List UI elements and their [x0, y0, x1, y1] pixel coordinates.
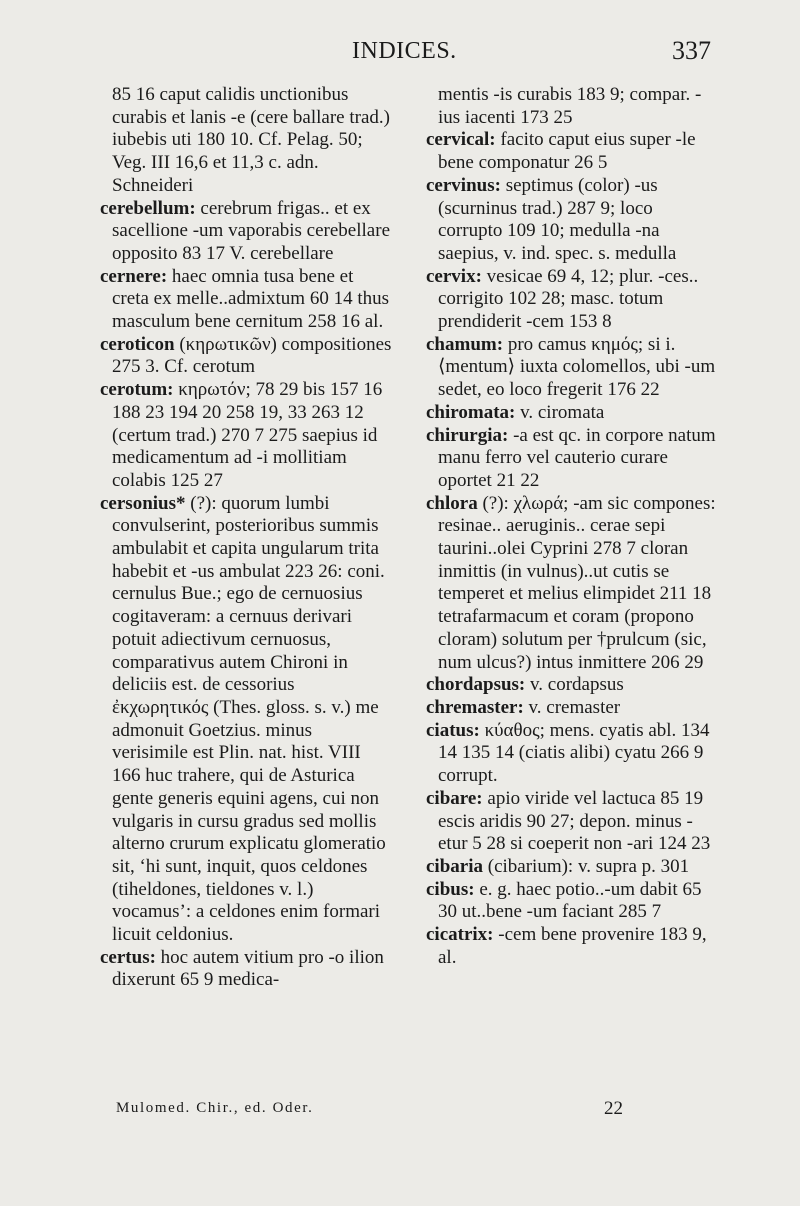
- entry-text: (κηρωτικῶν) compositiones 275 3. Cf. cerotum: [112, 333, 392, 378]
- entry-text: 85 16 caput calidis unctionibus curabis et lanis -e (cere ballare trad.) iubebis uti 180 10. Cf. Pelag. 50; Veg. III 16,6 et 11,3 c. adn. Schneideri: [112, 84, 390, 196]
- entry-headword: chordapsus:: [426, 674, 526, 696]
- entry-text: κύαθος; mens. cyatis abl. 134 14 135 14 (ciatis alibi) cyatu 266 9 corrupt.: [438, 719, 710, 787]
- entry-text: (?): χλωρά; -am sic compones: resinae.. aeruginis.. cerae sepi taurini..olei Cyprini 278 7 cloran inmittis (in vulnus)..ut cutis se temperet et melius elimpidet 211 18 tetrafarmacum et coram (propono cloram) solutum per †prulcum (sic, num ulcus?) intus inmittere 206 29: [438, 492, 716, 673]
- entry-headword: chiromata:: [426, 401, 516, 423]
- entry-text: cerebrum frigas.. et ex sacellione -um vaporabis cerebellare opposito 83 17 V. cerebellare: [112, 197, 390, 264]
- index-entry: [426, 879, 718, 924]
- index-entry: [100, 266, 392, 334]
- entry-headword: cervical:: [426, 129, 496, 151]
- entry-headword: cicatrix:: [426, 924, 494, 946]
- index-entry: [426, 402, 718, 425]
- entry-headword: ceroticon: [100, 333, 175, 355]
- entry-text: (?): quorum lumbi convulserint, posterioribus summis ambulabit et capita ungularum trita habebit et -us ambulat 223 26: coni. cernulus Bue.; ego de cernuosius cogitaveram: a cernuus derivari potuit adiectivum cernuosus, comparativus autem Chironi in deliciis est. de cessorius ἐκχωρητικός (Thes. gloss. s. v.) me admonuit Goetzius. minus verisimile est Plin. nat. hist. VIII 166 huc trahere, qui de Asturica gente generis equini agens, cui non vulgaris in cursu gradus sed mollis alterno crurum explicatu glomeratio sit, ‘hi sunt, inquit, quos celdones (tiheldones, tieldones v. l.) vocamus’: a celdones enim formari licuit celdonius.: [112, 492, 386, 946]
- index-entry: [426, 493, 718, 675]
- entry-headword: cibare:: [426, 787, 483, 809]
- index-entry: [426, 856, 718, 879]
- entry-text: -cem bene provenire 183 9, al.: [438, 924, 707, 968]
- entry-headword: cerebellum:: [100, 197, 196, 219]
- page-number: 337: [672, 36, 711, 65]
- left-column: [100, 84, 392, 992]
- index-entry: [426, 674, 718, 697]
- entry-headword: cernere:: [100, 265, 168, 287]
- entry-text: v. cordapsus: [530, 674, 624, 696]
- entry-text: (cibarium): v. supra p. 301: [487, 855, 690, 877]
- entry-text: apio viride vel lactuca 85 19 escis aridis 90 27; depon. minus -etur 5 28 si coeperit non -ari 124 23: [438, 787, 711, 855]
- page-header: [0, 34, 800, 74]
- entry-headword: cervix:: [426, 265, 482, 287]
- right-column: [426, 84, 718, 969]
- entry-text: facito caput eius super -le bene componatur 26 5: [438, 129, 696, 174]
- entry-headword: cersonius*: [100, 492, 186, 514]
- index-entry: [100, 334, 392, 379]
- entry-headword: chremaster:: [426, 696, 524, 718]
- signature-mark: 22: [604, 1098, 623, 1119]
- continued-entry: [426, 84, 718, 129]
- entry-text: -a est qc. in corpore natum manu ferro vel cauterio curare oportet 21 22: [438, 424, 716, 491]
- entry-headword: cibus:: [426, 878, 475, 900]
- index-entry: [100, 379, 392, 493]
- footer-credit: Mulomed. Chir., ed. Oder.: [116, 1100, 314, 1116]
- entry-headword: chamum:: [426, 333, 504, 355]
- running-head: INDICES.: [352, 38, 457, 64]
- entry-text: vesicae 69 4, 12; plur. -ces.. corrigito 102 28; masc. totum prendiderit -cem 153 8: [438, 265, 699, 333]
- index-entry: [426, 334, 718, 402]
- entry-headword: chlora: [426, 492, 478, 514]
- entry-text: e. g. haec potio..-um dabit 65 30 ut..bene -um faciant 285 7: [438, 878, 702, 923]
- index-entry: [426, 266, 718, 334]
- entry-text: septimus (color) -us (scurninus trad.) 287 9; loco corrupto 109 10; medulla -na saepius, v. ind. spec. s. medulla: [438, 174, 677, 264]
- index-entry: [426, 720, 718, 788]
- index-entry: [426, 425, 718, 493]
- entry-text: v. cremaster: [528, 696, 621, 718]
- index-entry: [426, 129, 718, 174]
- entry-headword: cerotum:: [100, 379, 174, 401]
- index-entry: [100, 198, 392, 266]
- entry-headword: certus:: [100, 946, 156, 968]
- index-entry: [426, 175, 718, 266]
- entry-text: κηρωτόν; 78 29 bis 157 16 188 23 194 20 258 19, 33 263 12 (certum trad.) 270 7 275 saepius id medicamentum ad -i mollitiam colabis 125 27: [112, 379, 383, 491]
- continued-entry: [100, 84, 392, 198]
- entry-headword: cervinus:: [426, 174, 501, 196]
- index-entry: [426, 788, 718, 856]
- index-entry: [100, 493, 392, 947]
- entry-text: haec omnia tusa bene et creta ex melle..admixtum 60 14 thus masculum bene cernitum 258 16 al.: [112, 265, 390, 333]
- index-entry: [100, 947, 392, 992]
- entry-text: mentis -is curabis 183 9; compar. -ius iacenti 173 25: [438, 84, 702, 128]
- entry-text: pro camus κημός; si i. ⟨mentum⟩ iuxta colomellos, ubi -um sedet, eo loco fregerit 176 22: [438, 333, 716, 401]
- page-footer: [0, 1100, 800, 1124]
- entry-headword: ciatus:: [426, 719, 480, 741]
- entry-text: v. ciromata: [520, 401, 605, 423]
- entry-headword: cibaria: [426, 855, 483, 877]
- entry-headword: chirurgia:: [426, 424, 509, 446]
- entry-text: hoc autem vitium pro -o ilion dixerunt 65 9 medica-: [112, 946, 384, 991]
- index-entry: [426, 697, 718, 720]
- index-entry: [426, 924, 718, 969]
